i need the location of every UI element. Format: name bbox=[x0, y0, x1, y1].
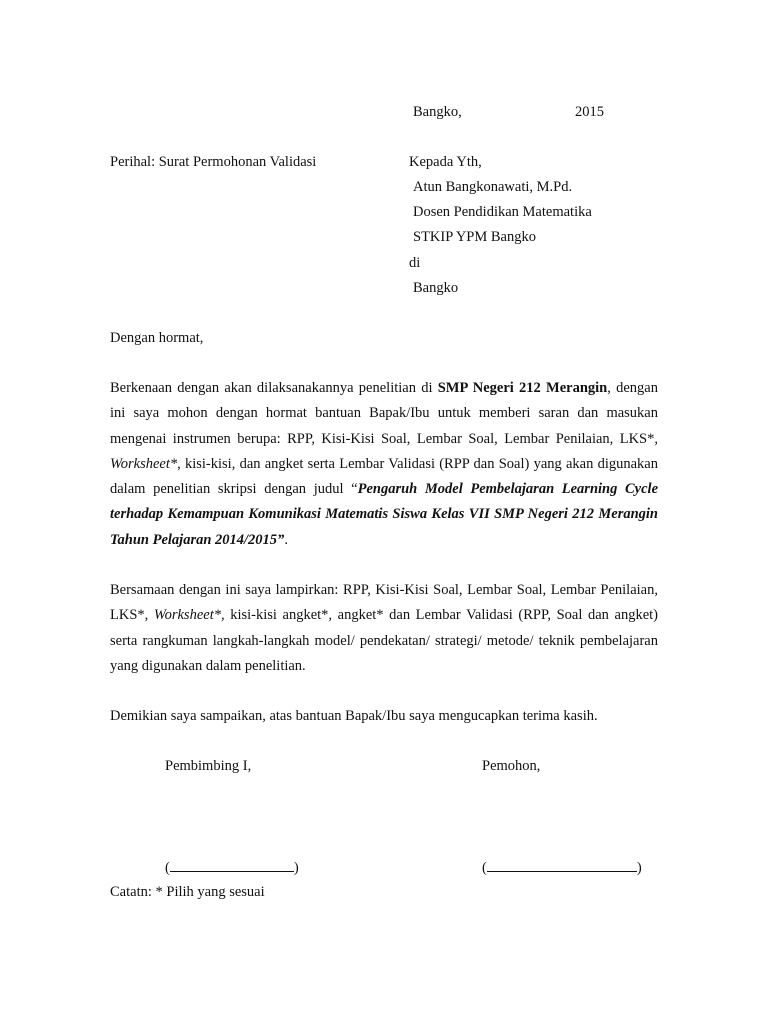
signature-label-applicant: Pemohon, bbox=[482, 758, 541, 774]
closing-sentence: Demikian saya sampaikan, atas bantuan Bapak/Ibu saya mengucapkan terima kasih. bbox=[110, 708, 598, 724]
date-city: Bangko, bbox=[413, 104, 462, 120]
recipient-city: Bangko bbox=[413, 280, 459, 296]
p2-text-2: kisi-kisi angket*, angket* dan Lembar Validasi (RPP, Soal dan angket) serta rangkuman langkah-langkah model/ pendekatan/ strategi/ metode/ teknik pembelajaran yang digunakan dalam penelitian. bbox=[110, 607, 658, 674]
recipient-greeting: Kepada Yth, bbox=[409, 154, 482, 170]
signature-blank-applicant bbox=[482, 857, 642, 877]
recipient-name: Atun Bangkonawati, M.Pd. bbox=[413, 179, 573, 195]
salutation: Dengan hormat, bbox=[110, 330, 204, 346]
signature-line bbox=[170, 857, 294, 872]
p1-text-1: Berkenaan dengan akan dilaksanakannya penelitian di bbox=[110, 380, 438, 396]
p1-school-name: SMP Negeri 212 Merangin bbox=[437, 380, 608, 396]
p1-text-2: , dengan ini saya mohon dengan hormat bantuan Bapak/Ibu untuk memberi saran dan masukan mengenai instrumen berupa: RPP, Kisi-Kisi Soal, Lembar Soal, Lembar Penilaian, LKS*, bbox=[110, 380, 658, 447]
open-paren: ( bbox=[482, 860, 487, 876]
footnote: Catatn: * Pilih yang sesuai bbox=[110, 884, 265, 900]
open-paren: ( bbox=[165, 860, 170, 876]
p2-text-1: Bersamaan dengan ini saya lampirkan: RPP, Kisi-Kisi Soal, Lembar Soal, Lembar Penilaian, LKS*, bbox=[110, 582, 658, 624]
paragraph-request bbox=[110, 376, 658, 553]
recipient-institution: STKIP YPM Bangko bbox=[413, 229, 536, 245]
p1-thesis-title: Pengaruh Model Pembelajaran Learning Cycle terhadap Kemampuan Komunikasi Matematis Siswa Kelas VII SMP Negeri 212 Merangin Tahun Pelajaran 2014/2015” bbox=[110, 481, 659, 548]
signature-blank-advisor bbox=[165, 857, 299, 877]
p1-text-3: kisi-kisi, dan angket serta Lembar Validasi (RPP dan Soal) yang akan digunakan dalam penelitian skripsi dengan judul “ bbox=[110, 455, 658, 498]
p1-worksheet: Worksheet*, bbox=[110, 455, 181, 472]
subject-line: Perihal: Surat Permohonan Validasi bbox=[110, 154, 317, 170]
p1-text-4: . bbox=[284, 531, 288, 548]
signature-line bbox=[487, 857, 637, 872]
close-paren: ) bbox=[293, 860, 299, 876]
close-paren: ) bbox=[636, 860, 642, 876]
recipient-position: Dosen Pendidikan Matematika bbox=[413, 204, 592, 220]
recipient-di: di bbox=[409, 255, 421, 271]
paragraph-attachments bbox=[110, 578, 658, 679]
p2-worksheet: Worksheet*, bbox=[153, 607, 225, 624]
signature-label-advisor: Pembimbing I, bbox=[165, 758, 252, 774]
date-year: 2015 bbox=[575, 104, 604, 120]
